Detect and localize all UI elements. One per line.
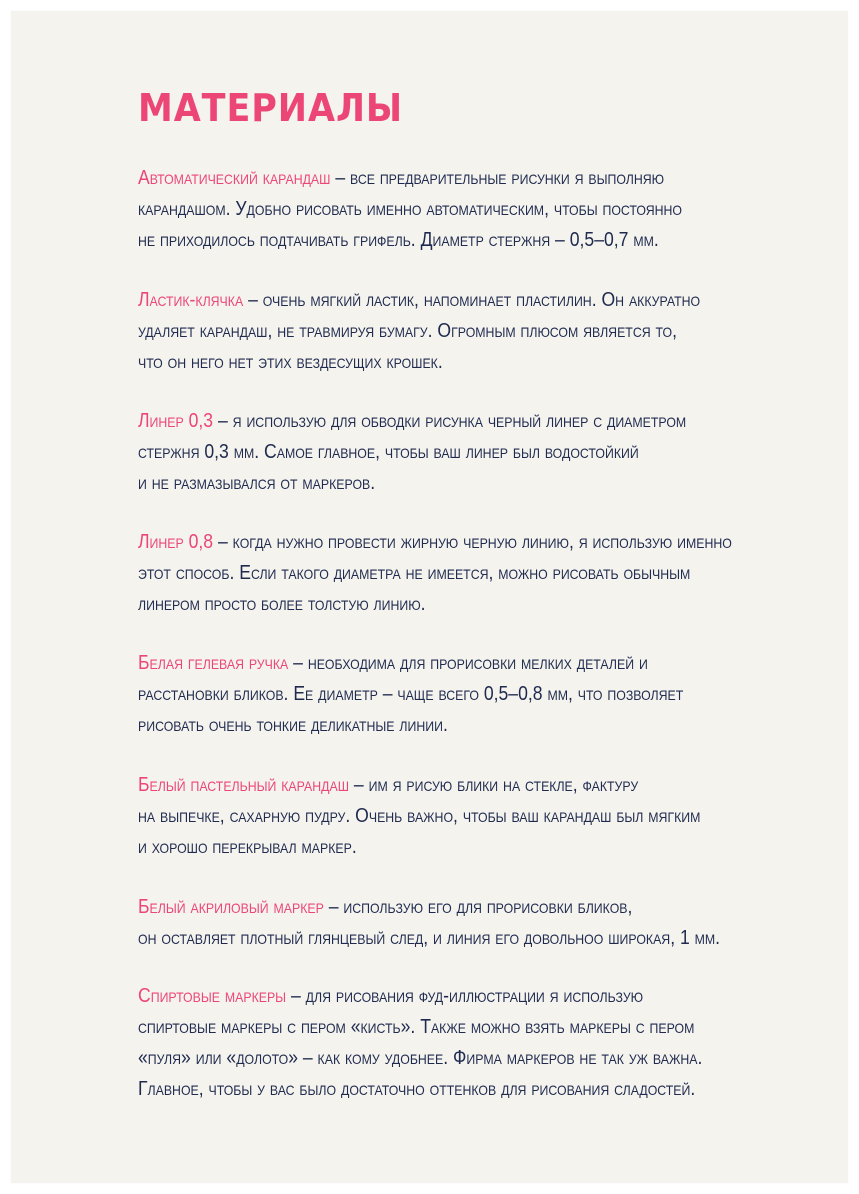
entry-line: этот способ. Если такого диаметра не имеется, можно рисовать обычным xyxy=(138,562,691,584)
material-term: Автоматический карандаш xyxy=(138,167,331,189)
material-entry-white-acrylic-marker xyxy=(138,892,799,954)
entry-line: и хорошо перекрывал маркер. xyxy=(138,836,357,858)
entry-line: что он него нет этих вездесущих крошек. xyxy=(138,351,443,373)
entry-line: и не размазывался от маркеров. xyxy=(138,472,376,494)
entry-text: – для рисования фуд-иллюстрации я использую xyxy=(286,985,644,1007)
entry-line: расстановки бликов. Ее диаметр – чаще всего 0,5–0,8 мм, что позволяет xyxy=(138,683,684,705)
entry-line: карандашом. Удобно рисовать именно автоматическим, чтобы постоянно xyxy=(138,198,682,220)
entry-line: он оставляет плотный глянцевый след, и линия его довольноо широкая, 1 мм. xyxy=(138,927,721,949)
entry-line xyxy=(138,285,700,316)
material-term: Линер 0,8 xyxy=(138,531,214,553)
entry-line xyxy=(138,163,682,194)
material-term: Белый пастельный карандаш xyxy=(138,774,350,796)
entry-line xyxy=(138,527,732,558)
page xyxy=(11,11,848,1183)
entry-line: стержня 0,3 мм. Самое главное, чтобы ваш линер был водостойкий xyxy=(138,441,639,463)
entry-line: Главное, чтобы у вас было достаточно оттенков для рисования сладостей. xyxy=(138,1078,696,1100)
material-entry-white-pastel-pencil xyxy=(138,770,777,863)
entry-text: – использую его для прорисовки бликов, xyxy=(323,896,633,918)
material-entry-white-gel-pen xyxy=(138,648,758,741)
entry-line: линером просто более толстую линию. xyxy=(138,593,426,615)
material-entry-mechanical-pencil xyxy=(138,163,756,256)
entry-line xyxy=(138,892,720,923)
entry-text: – когда нужно провести жирную черную линию, я использую именно xyxy=(213,531,732,553)
material-entry-alcohol-markers xyxy=(138,981,779,1105)
entry-text: – необходима для прорисовки мелких деталей и xyxy=(288,652,648,674)
entry-line xyxy=(138,648,683,679)
material-term: Ластик-клячка xyxy=(138,289,244,311)
entry-line: на выпечке, сахарную пудру. Очень важно, чтобы ваш карандаш был мягким xyxy=(138,805,701,827)
material-term: Линер 0,3 xyxy=(138,410,214,432)
entry-line: спиртовые маркеры с пером «кисть». Также можно взять маркеры с пером xyxy=(138,1016,695,1038)
material-entry-liner-08 xyxy=(138,527,813,620)
material-entry-kneaded-eraser xyxy=(138,285,777,378)
entry-text: – я использую для обводки рисунка черный линер с диаметром xyxy=(213,410,687,432)
entry-line: рисовать очень тонкие деликатные линии. xyxy=(138,714,448,736)
material-entry-liner-03 xyxy=(138,406,761,499)
entry-line: не приходилось подтачивать грифель. Диаметр стержня – 0,5–0,7 мм. xyxy=(138,229,659,251)
entry-line: «пуля» или «долото» – как кому удобнее. Фирма маркеров не так уж важна. xyxy=(138,1047,703,1069)
material-term: Белый акриловый маркер xyxy=(138,896,324,918)
page-title: МАТЕРИАЛЫ xyxy=(138,86,404,130)
entry-text: – очень мягкий ластик, напоминает пластилин. Он аккуратно xyxy=(243,289,701,311)
entry-text: – им я рисую блики на стекле, фактуру xyxy=(349,774,639,796)
entry-text: – все предварительные рисунки я выполняю xyxy=(330,167,665,189)
entry-line xyxy=(138,770,700,801)
entry-line xyxy=(138,406,686,437)
material-term: Спиртовые маркеры xyxy=(138,985,287,1007)
entry-line xyxy=(138,981,702,1012)
entry-line: удаляет карандаш, не травмируя бумагу. Огромным плюсом является то, xyxy=(138,320,677,342)
material-term: Белая гелевая ручка xyxy=(138,652,289,674)
